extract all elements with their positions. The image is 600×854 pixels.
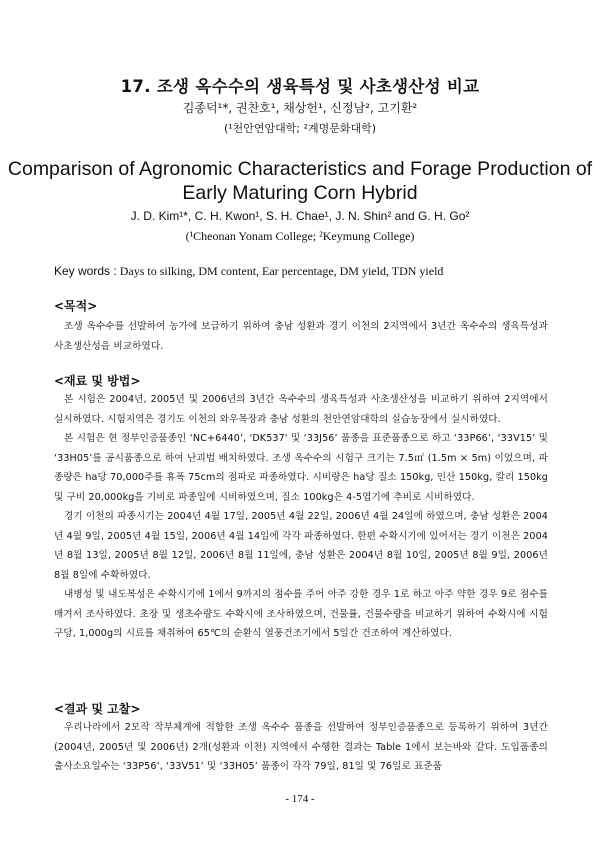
english-affiliation: (¹Cheonan Yonam College; ²Keymung College) xyxy=(185,229,415,243)
section-results-body xyxy=(54,718,548,777)
english-authors: J. D. Kim¹*, C. H. Kwon¹, S. H. Chae¹, J. N. Shin² and G. H. Go² xyxy=(130,209,470,223)
paragraph: 본 시험은 현 정부인증품종인 ‘NC+6440’, 'DK537' 및 ‘33J56’ 품종을 표준품종으로 하고 ‘33P66’, ‘33V15’ 및 ‘33H05’를 공시품종으로 하여 난괴법 배치하였다. 조생 옥수수의 시험구 크기는 7.5㎡ (1.5m × 5m) 이었으며, 파종량은 ha당 70,000주를 휴폭 75cm의 점파로 파종하였다. 시비량은 ha당 질소 150kg, 인산 150kg, 칼리 150kg 및 구비 20,000kg을 기비로 파종일에 시비하였으며, 질소 100kg은 4-5엽기에 추비로 시비하였다. xyxy=(54,433,548,503)
paragraph: 내병성 및 내도복성은 수확시기에 1에서 9까지의 점수를 주어 아주 강한 경우 1로 하고 아주 약한 경우 9로 점수를 매겨서 조사하였다. 초장 및 생초수량도 수확시에 조사하였으며, 건물률, 건물수량을 비교하기 위하여 수확시에 시험구당, 1,000g의 시료를 채취하여 65℃의 순환식 열풍건조기에서 5일간 건조하여 계산하였다. xyxy=(54,589,548,639)
keywords-text: Days to silking, DM content, Ear percentage, DM yield, TDN yield xyxy=(119,264,444,278)
keywords xyxy=(54,264,554,279)
paragraph: 본 시험은 2004년, 2005년 및 2006년의 3년간 옥수수의 생육특성과 사초생산성을 비교하기 위하여 2지역에서 실시하였다. 시험지역은 경기도 이천의 와우목장과 충남 성환의 천안연암대학의 실습농장에서 실시하였다. xyxy=(54,394,548,425)
korean-title: 17. 조생 옥수수의 생육특성 및 사초생산성 비교 xyxy=(120,77,480,96)
english-title-line-1: Comparison of Agronomic Characteristics and Forage Production of xyxy=(7,158,593,180)
english-title-line-2: Early Maturing Corn Hybrid xyxy=(182,182,418,204)
paragraph: 조생 옥수수를 선발하여 농가에 보급하기 위하여 충남 성환과 경기 이천의 2지역에서 3년간 옥수수의 생육특성과 사초생산성을 비교하였다. xyxy=(54,321,548,352)
page-number: - 174 - xyxy=(285,793,315,805)
section-heading-methods: <재료 및 방법> xyxy=(54,374,141,388)
paragraph: 경기 이천의 파종시기는 2004년 4월 17일, 2005년 4월 22일, 2006년 4월 24일에 하였으며, 충남 성환은 2004년 4월 9일, 2005년 4월 15일, 2006년 4월 14일에 각각 파종하였다. 한편 수확시기에 있어서는 경기 이천은 2004년 8월 13일, 2005년 8월 12일, 2006년 8월 11일에, 충남 성환은 2004년 8월 10일, 2005년 8월 9일, 2006년 8월 8일에 수확하였다. xyxy=(54,511,548,581)
section-methods-body xyxy=(54,390,548,644)
section-heading-results: <결과 및 고찰> xyxy=(54,702,141,716)
section-purpose-body xyxy=(54,317,548,356)
korean-affiliation: (¹천안연암대학; ²계명문화대학) xyxy=(223,122,377,135)
english-title xyxy=(0,157,600,205)
section-heading-purpose: <목적> xyxy=(54,299,98,313)
korean-authors: 김종덕¹*, 권찬호¹, 채상헌¹, 신정남², 고기환² xyxy=(182,101,418,115)
keywords-label: Key words : xyxy=(54,264,117,278)
paragraph: 우리나라에서 2모작 작부체계에 적합한 조생 옥수수 품종을 선발하여 정부인증품종으로 등록하기 위하여 3년간(2004년, 2005년 및 2006년) 2개(성환과 이천) 지역에서 수행한 결과는 Table 1에서 보는바와 같다. 도입품종의 출사소요일수는 ‘33P56’, ‘33V51’ 및 ‘33H05’ 품종이 각각 79일, 81일 및 76일로 표준품 xyxy=(54,722,548,772)
